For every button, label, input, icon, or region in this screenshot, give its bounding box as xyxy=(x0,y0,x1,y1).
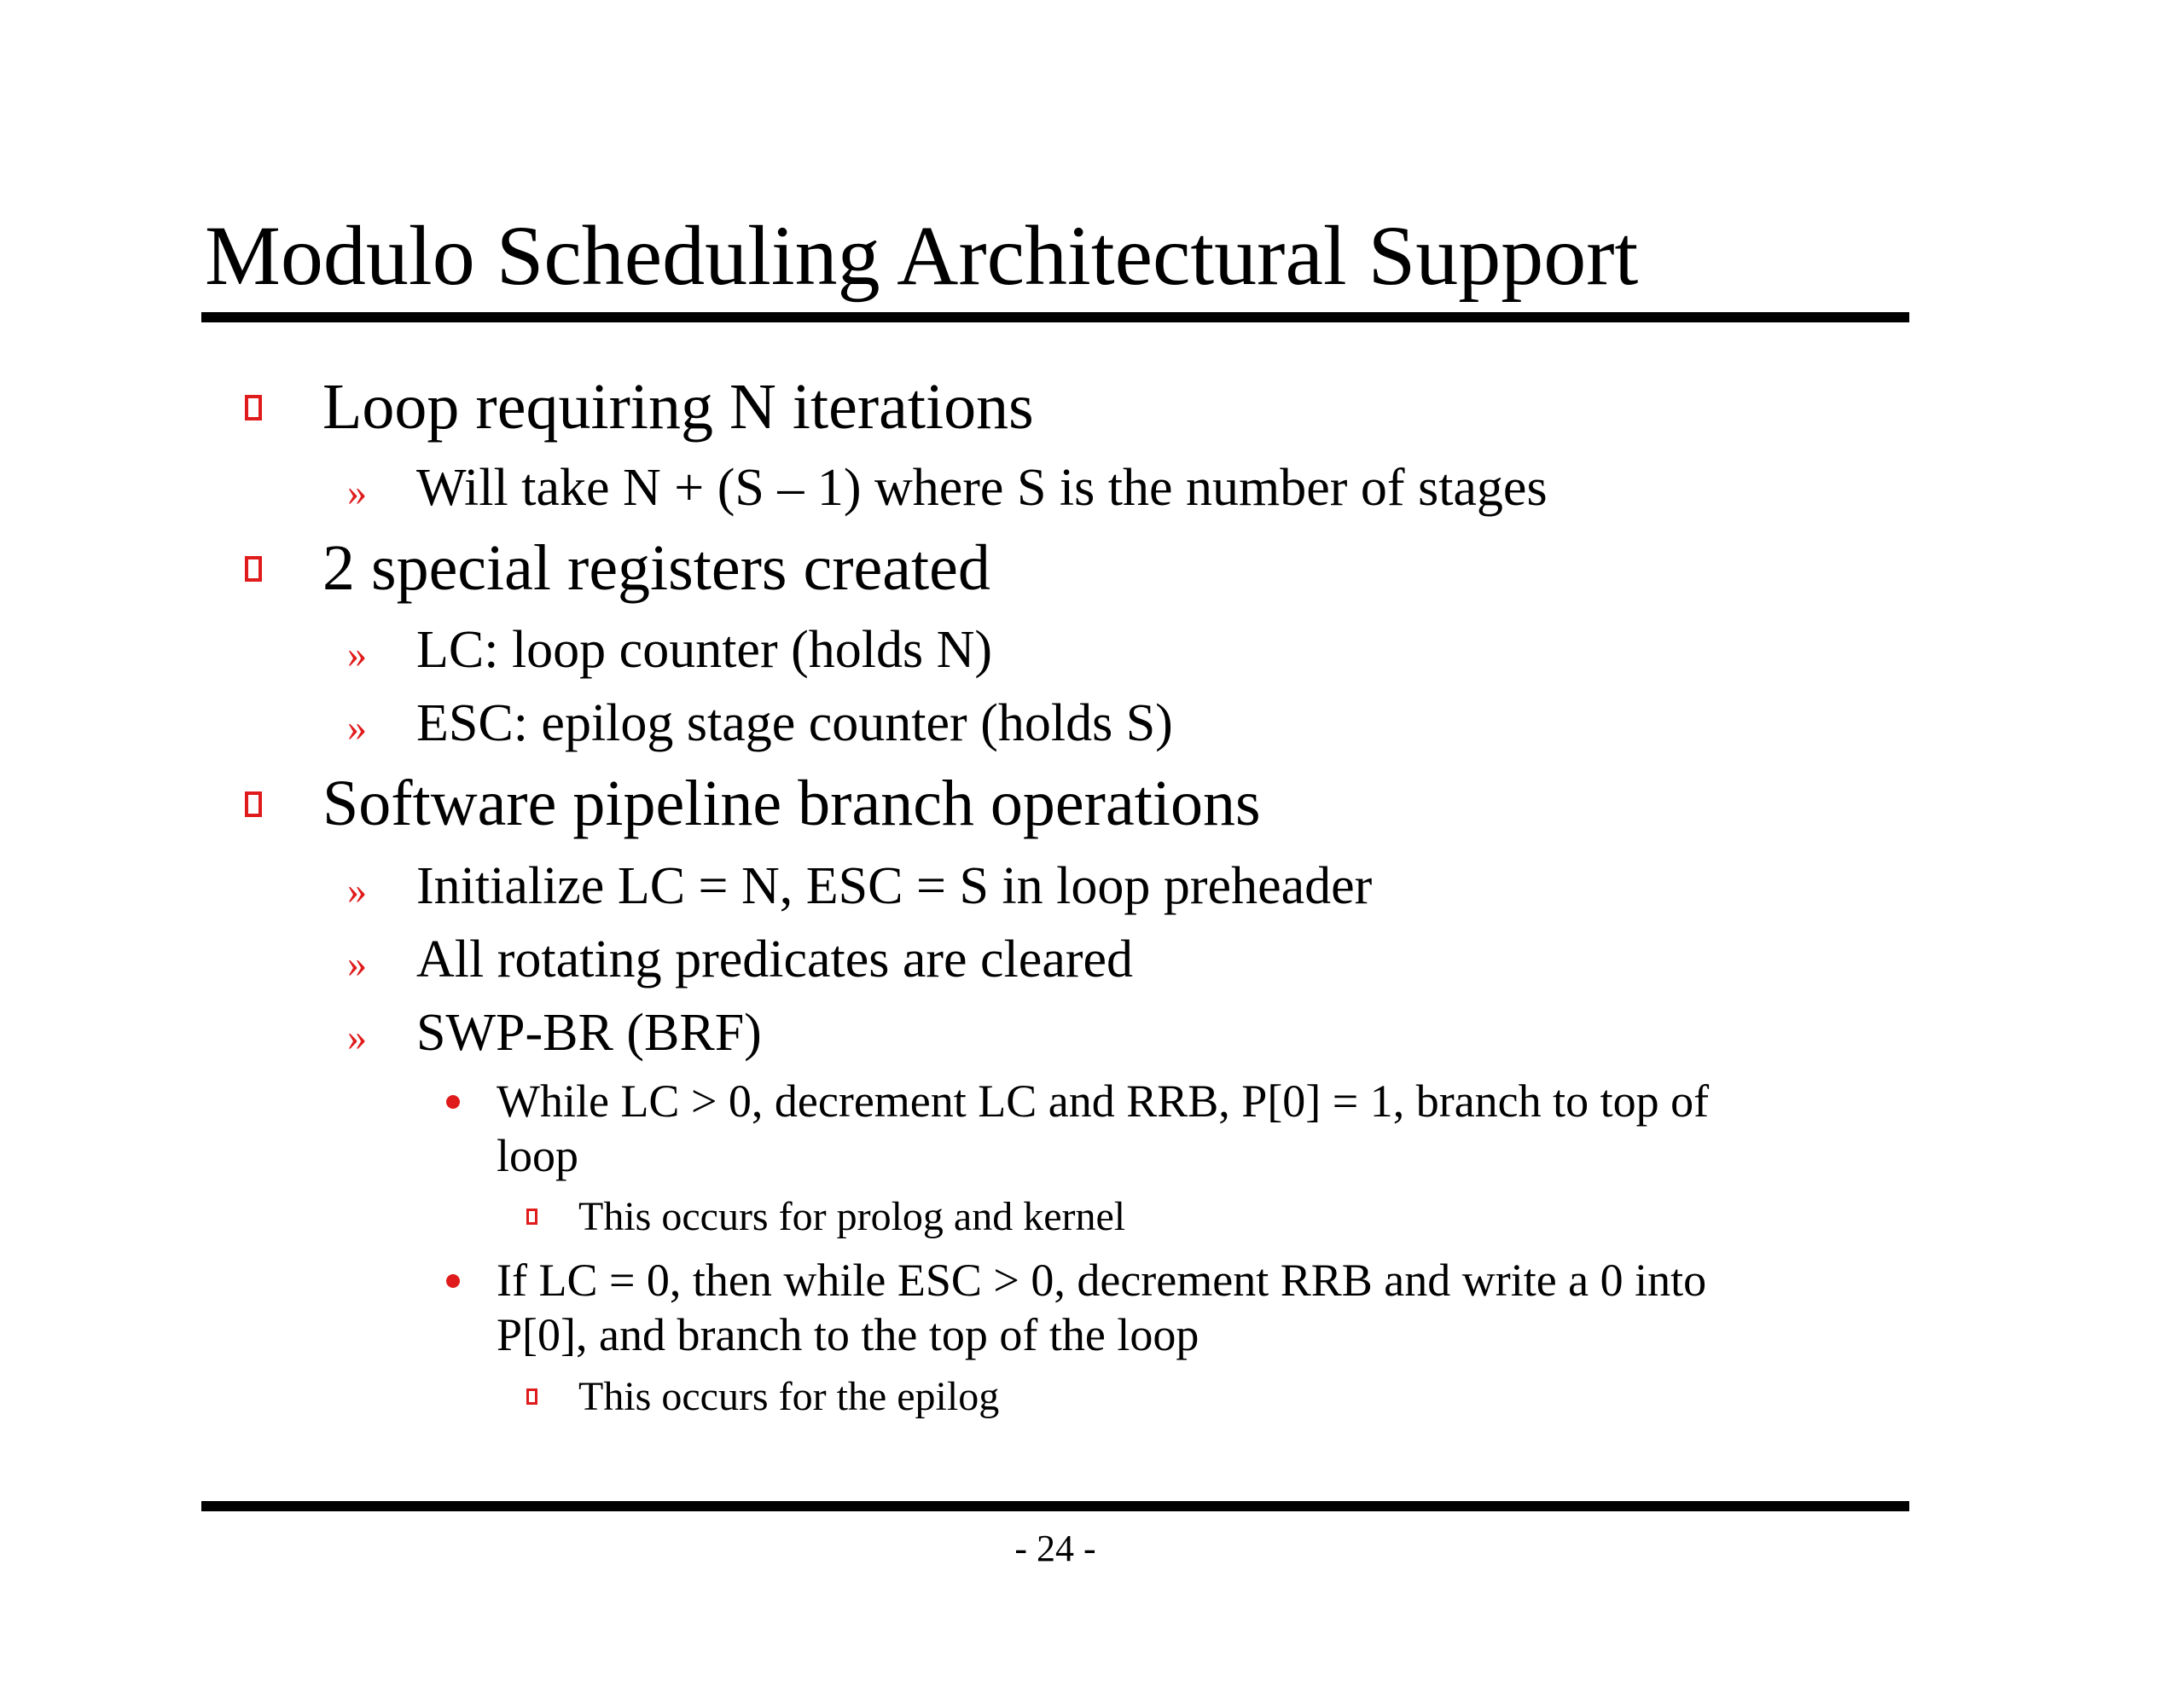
bullet-level2-text: Will take N + (S – 1) where S is the number of stages xyxy=(416,459,1548,517)
bullet-level4-text: This occurs for the epilog xyxy=(578,1374,1000,1419)
bullet-level2-text: Initialize LC = N, ESC = S in loop preheader xyxy=(416,857,1373,915)
round-bullet-icon xyxy=(446,1095,460,1109)
bullet-level2-text: SWP-BR (BRF) xyxy=(416,1004,762,1062)
bullet-level2-text: LC: loop counter (holds N) xyxy=(416,621,993,679)
bullet-level1-text: Software pipeline branch operations xyxy=(322,768,1261,839)
bullet-level2-text: ESC: epilog stage counter (holds S) xyxy=(416,694,1173,752)
guillemet-bullet-icon: » xyxy=(347,705,367,749)
page-number: - 24 - xyxy=(1014,1528,1096,1569)
bullet-level3-text-line2: loop xyxy=(497,1130,579,1181)
bullet-level1-text: 2 special registers created xyxy=(322,532,990,604)
bullet-level4-text: This occurs for prolog and kernel xyxy=(578,1194,1126,1239)
guillemet-bullet-icon: » xyxy=(347,942,367,985)
bullet-level1-text: Loop requiring N iterations xyxy=(322,371,1034,443)
bullet-level3-text-line1: While LC > 0, decrement LC and RRB, P[0] = 1, branch to top of xyxy=(497,1075,1710,1127)
square-bullet-icon xyxy=(526,1209,537,1225)
square-bullet-icon xyxy=(245,791,262,817)
guillemet-bullet-icon: » xyxy=(347,470,367,513)
square-bullet-icon xyxy=(245,395,262,420)
square-bullet-icon xyxy=(526,1388,537,1405)
square-bullet-icon xyxy=(245,556,262,582)
bullet-level2-text: All rotating predicates are cleared xyxy=(416,930,1133,988)
guillemet-bullet-icon: » xyxy=(347,1015,367,1058)
bullet-level3-text-line2: P[0], and branch to the top of the loop xyxy=(497,1309,1199,1360)
bullet-level3-text-line1: If LC = 0, then while ESC > 0, decrement RRB and write a 0 into xyxy=(497,1255,1707,1306)
round-bullet-icon xyxy=(446,1274,460,1288)
footer-rule xyxy=(201,1501,1909,1511)
title-underline xyxy=(201,312,1909,322)
guillemet-bullet-icon: » xyxy=(347,632,367,675)
slide-title: Modulo Scheduling Architectural Support xyxy=(205,208,1639,303)
guillemet-bullet-icon: » xyxy=(347,868,367,912)
